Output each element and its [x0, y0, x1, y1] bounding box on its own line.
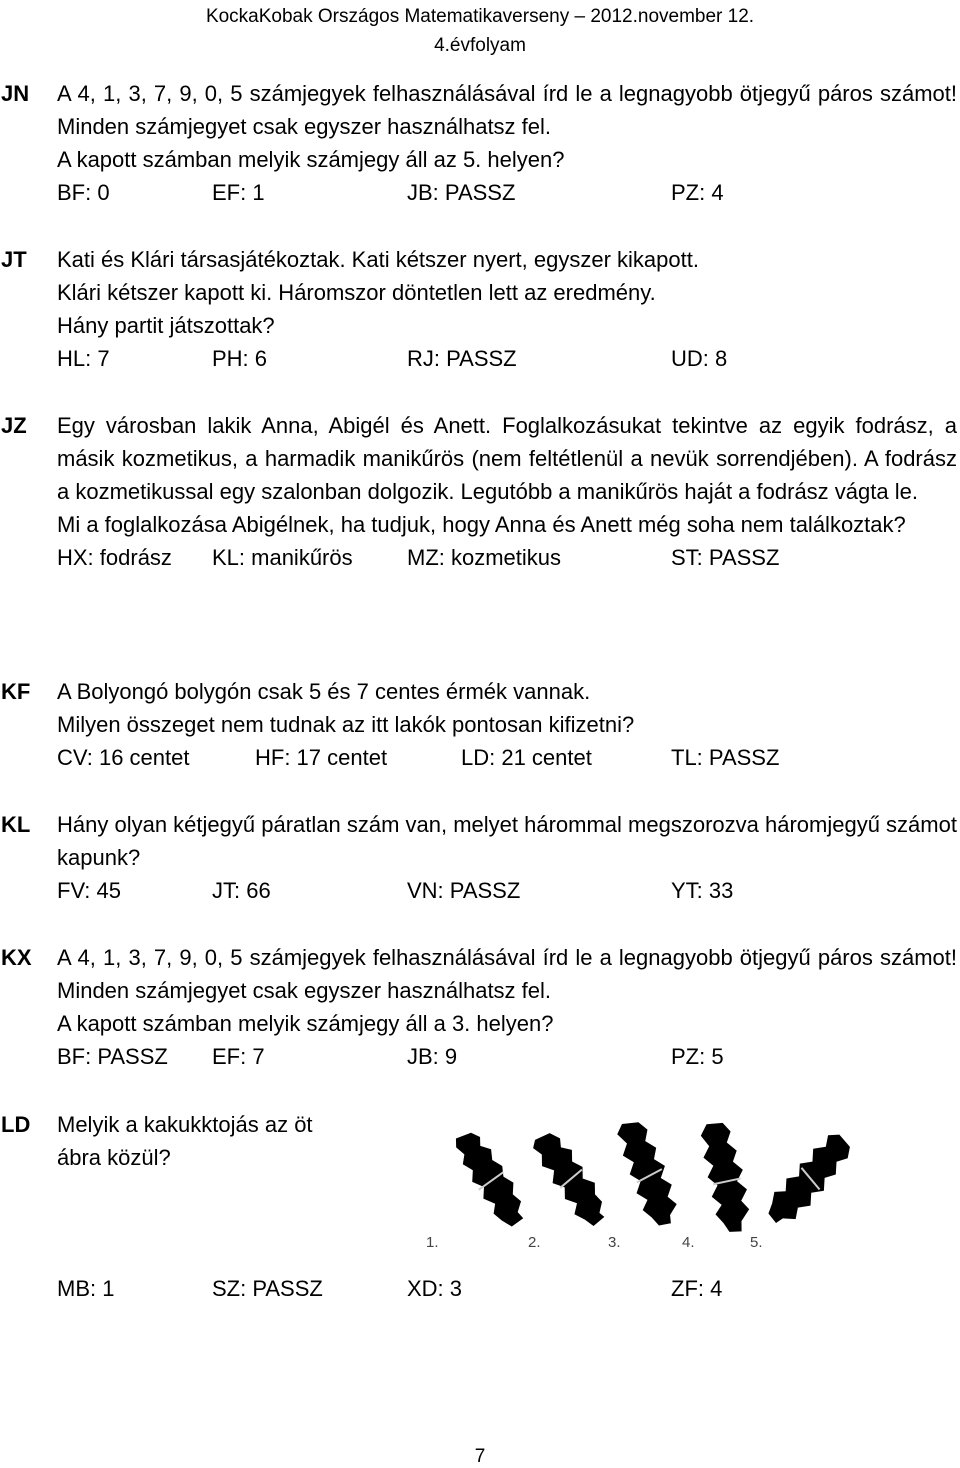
question-code: KL: [1, 812, 31, 837]
answer-option: JB: 9: [407, 1044, 458, 1069]
answer-option: TL: PASSZ: [671, 745, 780, 770]
question-text: Milyen összeget nem tudnak az itt lakók pontosan kifizetni?: [57, 712, 635, 737]
answer-options: [57, 1040, 957, 1073]
answer-option: MB: 1: [57, 1276, 115, 1301]
answer-option: ZF: 4: [671, 1276, 723, 1301]
question-body: [57, 409, 957, 574]
answer-option: VN: PASSZ: [407, 878, 521, 903]
page-number: 7: [474, 1446, 486, 1467]
question-text: Klári kétszer kapott ki. Háromszor döntetlen lett az eredmény.: [57, 280, 656, 305]
question-code: KF: [1, 679, 31, 704]
question-text: Melyik a kakukktojás az öt: [57, 1112, 313, 1137]
answer-options: [57, 741, 957, 774]
question-text: A 4, 1, 3, 7, 9, 0, 5 számjegyek felhasználásával írd le a legnagyobb ötjegyű páros számot! Minden számjegyet csak egyszer használhatsz fel.: [57, 81, 957, 139]
figure-label: 3.: [608, 1234, 621, 1251]
figure-label: 4.: [682, 1234, 695, 1251]
question-text: A kapott számban melyik számjegy áll a 3. helyen?: [57, 1011, 554, 1036]
answer-option: HF: 17 centet: [255, 745, 388, 770]
shape-3: [613, 1122, 684, 1231]
answer-option: LD: 21 centet: [461, 745, 592, 770]
shape-1: [451, 1124, 532, 1233]
answer-option: RJ: PASSZ: [407, 346, 517, 371]
answer-option: MZ: kozmetikus: [407, 545, 562, 570]
question-body: [57, 675, 957, 774]
answer-option: PH: 6: [212, 346, 268, 371]
question-text: Kati és Klári társasjátékoztak. Kati kétszer nyert, egyszer kikapott.: [57, 247, 699, 272]
shape-2: [528, 1125, 614, 1232]
answer-option: FV: 45: [57, 878, 121, 903]
question-code: JZ: [1, 413, 27, 438]
question-text: A Bolyongó bolygón csak 5 és 7 centes érmék vannak.: [57, 679, 591, 704]
answer-option: EF: 7: [212, 1044, 265, 1069]
answer-option: HL: 7: [57, 346, 110, 371]
answer-option: ST: PASSZ: [671, 545, 780, 570]
answer-options: [57, 541, 957, 574]
answer-option: JT: 66: [212, 878, 271, 903]
question-text: ábra közül?: [57, 1145, 171, 1170]
shape-4: [697, 1122, 755, 1236]
answer-options: [57, 874, 957, 907]
question-text: Mi a foglalkozása Abigélnek, ha tudjuk, hogy Anna és Anett még soha nem találkoztak?: [57, 512, 906, 537]
question-body: [57, 243, 957, 375]
answer-option: UD: 8: [671, 346, 728, 371]
question-body: [57, 77, 957, 209]
question-body: [57, 808, 957, 907]
answer-option: BF: 0: [57, 180, 110, 205]
answer-option: HX: fodrász: [57, 545, 172, 570]
question-body: [57, 941, 957, 1073]
answer-option: SZ: PASSZ: [212, 1276, 323, 1301]
answer-option: PZ: 5: [671, 1044, 724, 1069]
answer-option: CV: 16 centet: [57, 745, 190, 770]
answer-option: JB: PASSZ: [407, 180, 516, 205]
question-code: JT: [1, 247, 27, 272]
shape-5: [760, 1128, 859, 1232]
answer-option: XD: 3: [407, 1276, 463, 1301]
answer-options: [57, 342, 957, 375]
question-code: LD: [1, 1112, 31, 1137]
question-text: A 4, 1, 3, 7, 9, 0, 5 számjegyek felhasználásával írd le a legnagyobb ötjegyű páros számot! Minden számjegyet csak egyszer használhatsz fel.: [57, 945, 957, 1003]
figure-label: 2.: [528, 1234, 541, 1251]
question-text: A kapott számban melyik számjegy áll az 5. helyen?: [57, 147, 565, 172]
answer-options-wrap: [57, 1272, 957, 1305]
five-shapes-figure: [420, 1122, 860, 1252]
question-text: Hány olyan kétjegyű páratlan szám van, melyet hárommal megszorozva háromjegyű számot kapunk?: [57, 812, 957, 870]
answer-option: PZ: 4: [671, 180, 724, 205]
question-text: Egy városban lakik Anna, Abigél és Anett. Foglalkozásukat tekintve az egyik fodrász, a másik kozmetikus, a harmadik manikűrös (nem feltétlenül a nevük sorrendjében). A fodrász a kozmetikussal egy szalonban dolgozik. Legutóbb a manikűrös haját a fodrász vágta le.: [57, 413, 957, 504]
answer-options: [57, 176, 957, 209]
question-text: Hány partit játszottak?: [57, 313, 275, 338]
question-code: JN: [1, 81, 30, 106]
answer-options: [57, 1272, 957, 1305]
figure-label: 5.: [750, 1234, 763, 1251]
answer-option: YT: 33: [671, 878, 734, 903]
page-header: [0, 2, 960, 60]
answer-option: KL: manikűrös: [212, 545, 353, 570]
header-title: KockaKobak Országos Matematikaverseny – 2012.november 12.: [205, 6, 755, 27]
answer-option: EF: 1: [212, 180, 265, 205]
header-grade: 4.évfolyam: [434, 35, 526, 56]
answer-option: BF: PASSZ: [57, 1044, 168, 1069]
question-code: KX: [1, 945, 32, 970]
figure-label: 1.: [426, 1234, 439, 1251]
